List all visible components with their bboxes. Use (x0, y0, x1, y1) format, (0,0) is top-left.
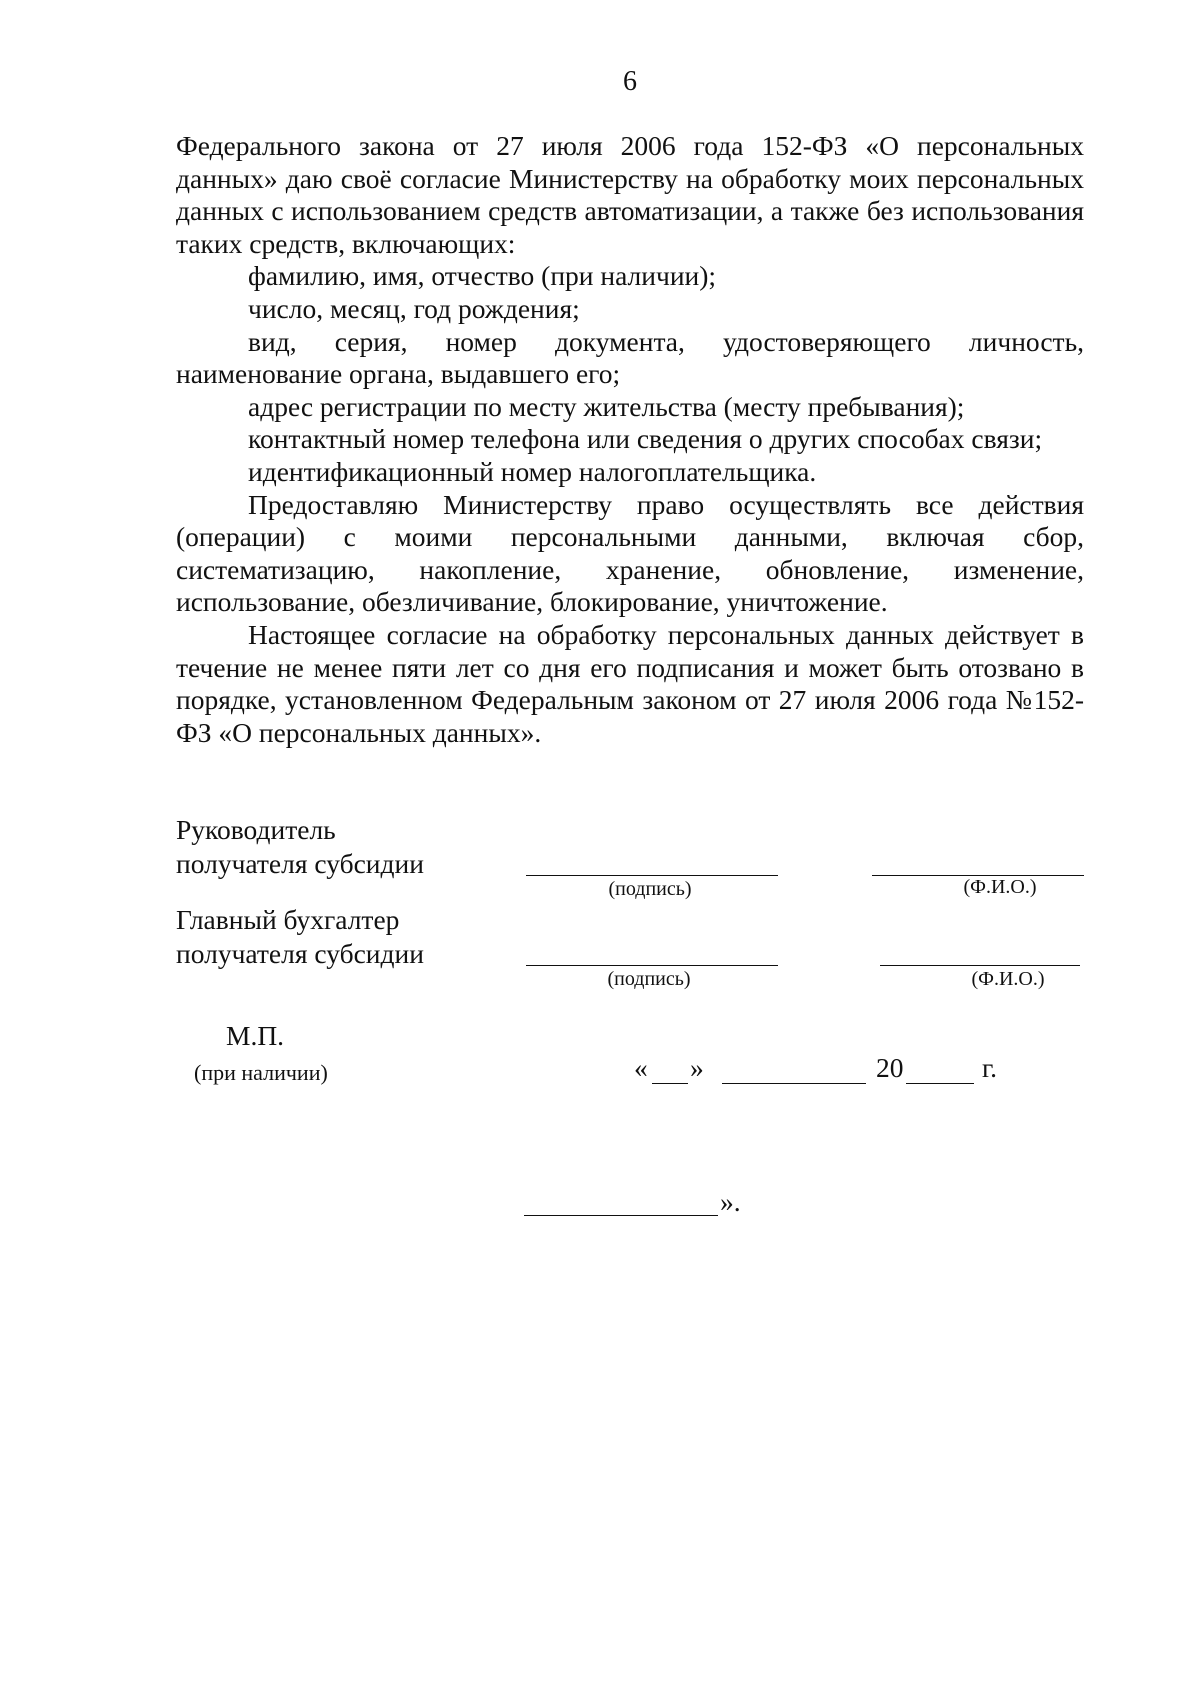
head-label-line-2: получателя субсидии (176, 848, 424, 879)
list-item-fio: фамилию, имя, отчество (при наличии); (248, 260, 717, 292)
head-name-caption: (Ф.И.О.) (963, 876, 1037, 898)
list-item-address: адрес регистрации по месту жительства (месту пребывания); (248, 390, 965, 422)
stamp-label: М.П. (226, 1020, 285, 1051)
date-open-quote: « (634, 1052, 648, 1083)
rights-paragraph: Предоставляю Министерству право осуществлять все действия (операции) с моими персональными данными, включая сбор, систематизацию, накопление, хранение, обновление, изменение, использование, обезличивание, блокирование, уничтожение. (176, 488, 1084, 618)
intro-paragraph: Федерального закона от 27 июля 2006 года 152-ФЗ «О персональных данных» даю своё согласие Министерству на обработку моих персональных данных с использованием средств автоматизации, а также без использования таких средств, включающих: (176, 130, 1084, 259)
date-year-prefix: 20 (876, 1052, 904, 1083)
accountant-label-line-2: получателя субсидии (176, 938, 424, 969)
accountant-label-line-1: Главный бухгалтер (176, 904, 400, 935)
date-close-quote: » (690, 1052, 704, 1083)
head-label-line-1: Руководитель (176, 814, 336, 845)
accountant-name-caption: (Ф.И.О.) (971, 968, 1045, 990)
list-item-contacts: контактный номер телефона или сведения о других способах связи; (248, 423, 1043, 455)
head-signature-caption: (подпись) (608, 878, 692, 900)
date-year-line[interactable] (906, 1083, 974, 1084)
accountant-signature-caption: (подпись) (607, 968, 691, 990)
date-year-suffix: г. (982, 1052, 998, 1083)
list-item-birthdate: число, месяц, год рождения; (248, 292, 580, 324)
list-item-inn: идентификационный номер налогоплательщика. (248, 455, 817, 487)
date-day-line[interactable] (652, 1083, 688, 1084)
page-number: 6 (623, 66, 637, 97)
accountant-name-line[interactable] (880, 965, 1080, 966)
accountant-signature-line[interactable] (526, 965, 778, 966)
stamp-caption: (при наличии) (194, 1060, 328, 1085)
list-item-document: вид, серия, номер документа, удостоверяющего личность, наименование органа, выдавшего его; (176, 325, 1084, 390)
head-signature-line[interactable] (526, 875, 778, 876)
closing-quote: ». (720, 1186, 741, 1217)
consent-text (176, 130, 1084, 749)
closing-blank-line[interactable] (524, 1215, 718, 1216)
validity-paragraph: Настоящее согласие на обработку персональных данных действует в течение не менее пяти лет со дня его подписания и может быть отозвано в порядке, установленном Федеральным законом от 27 июля 2006 года №152-ФЗ «О персональных данных». (176, 618, 1084, 748)
date-month-line[interactable] (722, 1083, 866, 1084)
